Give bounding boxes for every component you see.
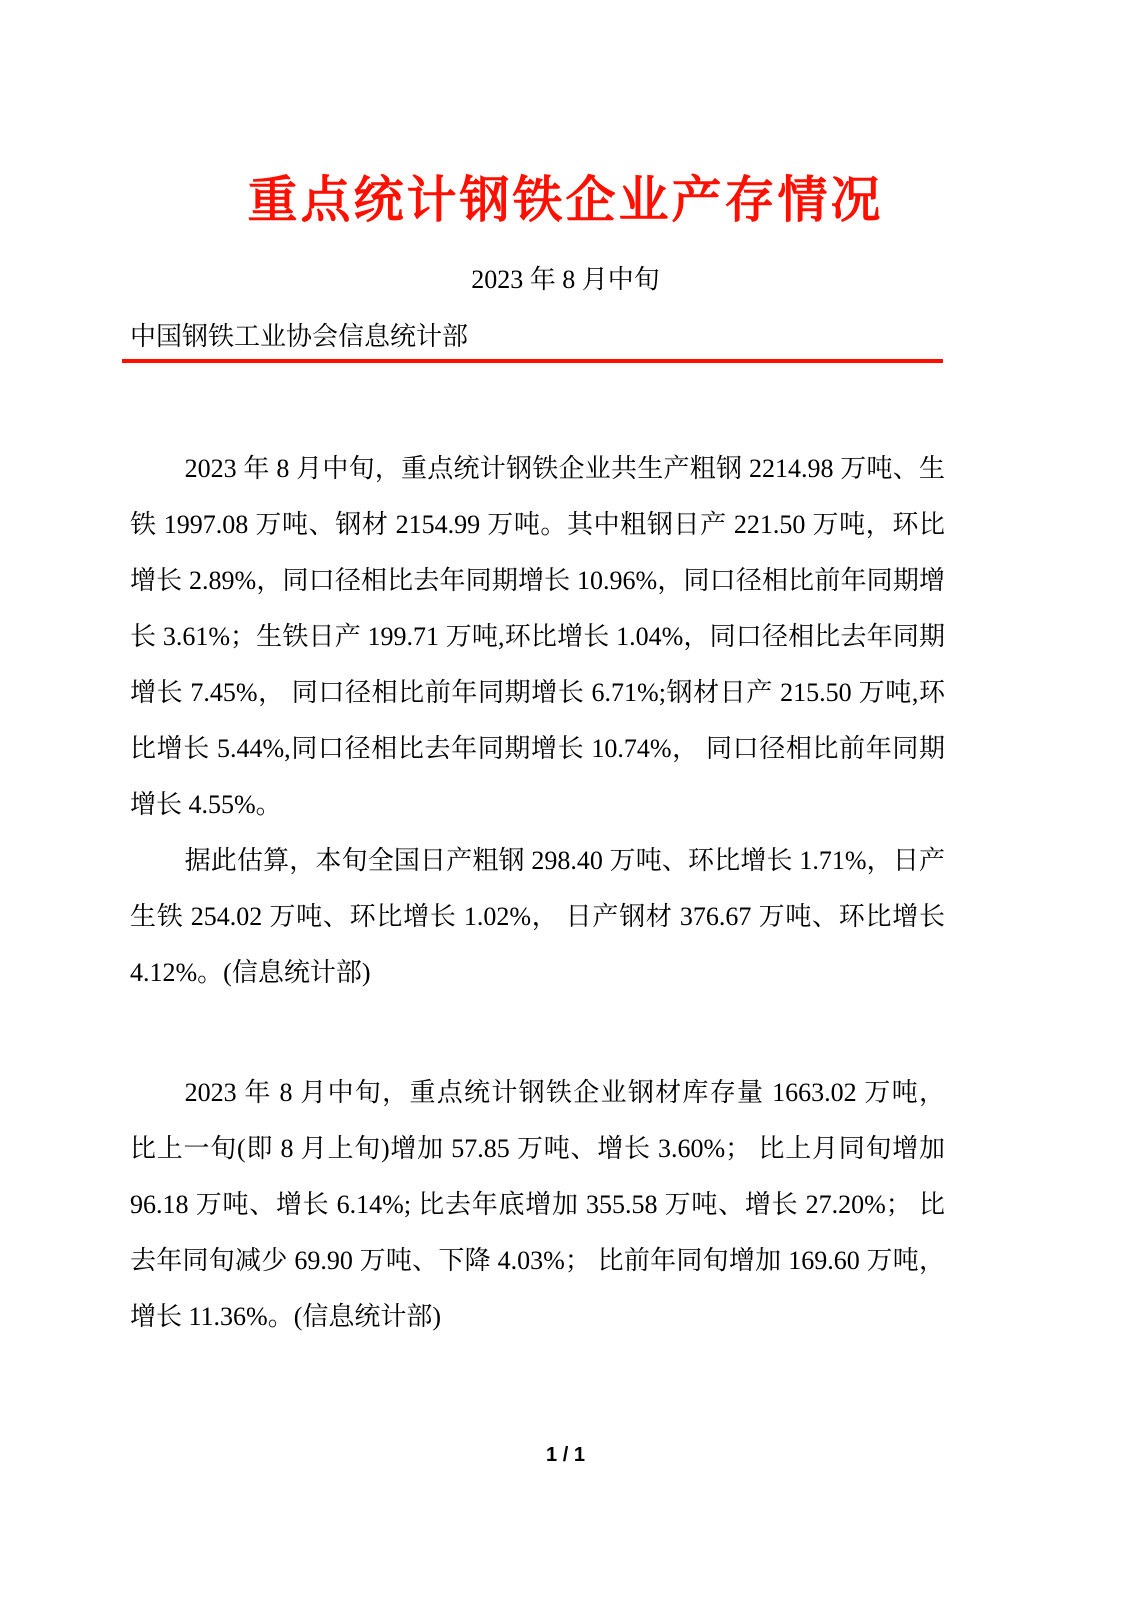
document-author: 中国钢铁工业协会信息统计部 xyxy=(130,322,469,351)
document-body xyxy=(130,441,945,1345)
paragraph-inventory-stats: 2023 年 8 月中旬，重点统计钢铁企业钢材库存量 1663.02 万吨， 比上一旬(即 8 月上旬)增加 57.85 万吨、增长 3.60%； 比上月同旬增加 96.18 万吨、增长 6.14%; 比去年底增加 355.58 万吨、增长 27.20%； 比去年同旬减少 69.90 万吨、下降 4.03%； 比前年同旬增加 169.60 万吨， 增长 11.36%。(信息统计部) xyxy=(130,1078,945,1331)
document-subtitle: 2023 年 8 月中旬 xyxy=(471,265,660,294)
paragraph-production-stats: 2023 年 8 月中旬，重点统计钢铁企业共生产粗钢 2214.98 万吨、生铁 1997.08 万吨、钢材 2154.99 万吨。其中粗钢日产 221.50 万吨，环比增长 2.89%，同口径相比去年同期增长 10.96%，同口径相比前年同期增长 3.61%；生铁日产 199.71 万吨,环比增长 1.04%，同口径相比去年同期增长 7.45%， 同口径相比前年同期增长 6.71%;钢材日产 215.50 万吨,环比增长 5.44%,同口径相比去年同期增长 10.74%， 同口径相比前年同期增长 4.55%。 xyxy=(130,454,945,819)
red-divider-line xyxy=(122,359,943,363)
document-title: 重点统计钢铁企业产存情况 xyxy=(247,172,884,228)
paragraph-national-estimate: 据此估算，本旬全国日产粗钢 298.40 万吨、环比增长 1.71%，日产生铁 254.02 万吨、环比增长 1.02%， 日产钢材 376.67 万吨、环比增长 4.12%。(信息统计部) xyxy=(130,846,945,987)
page-number: 1 / 1 xyxy=(546,1444,585,1466)
